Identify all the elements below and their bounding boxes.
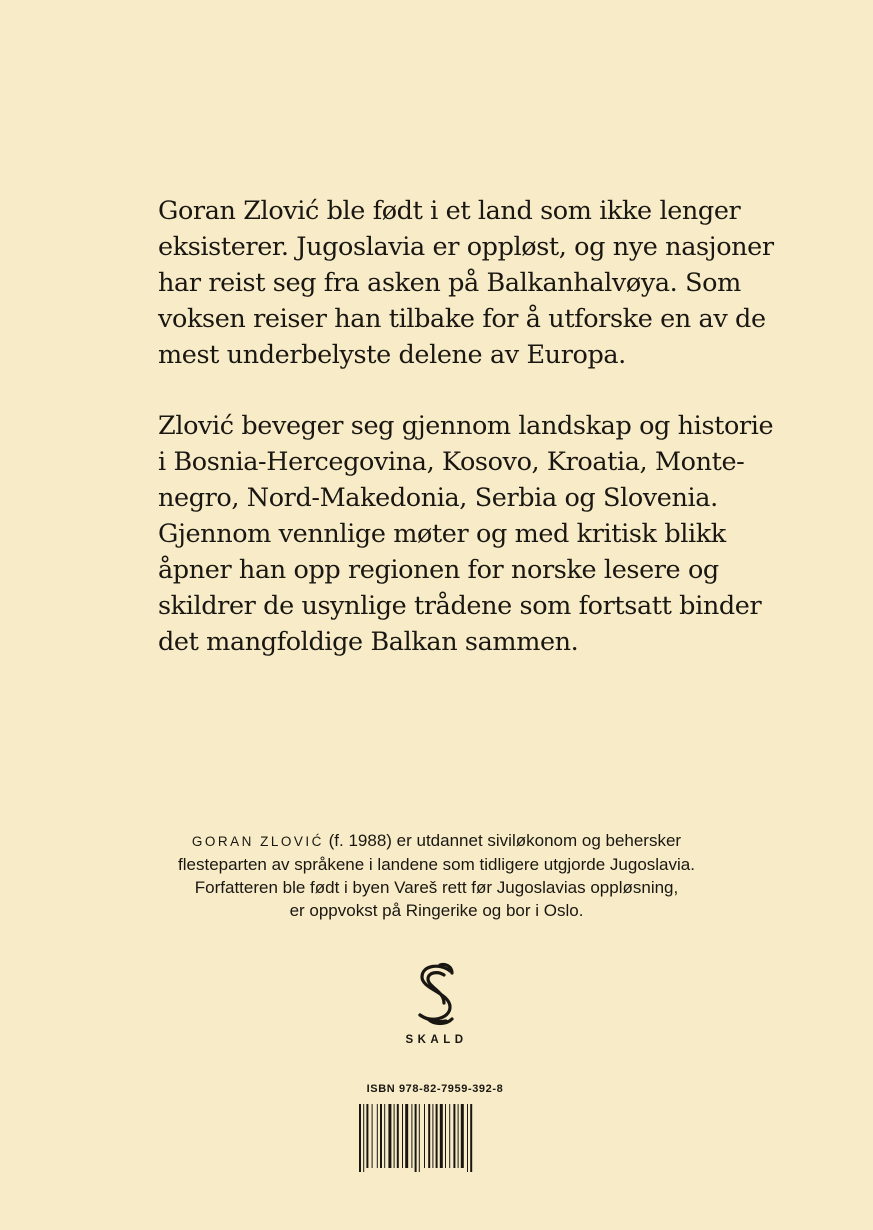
barcode-bar (470, 1104, 472, 1172)
blurb-line: mest underbelyste delene av Europa. (158, 340, 626, 370)
barcode-bar (405, 1104, 408, 1168)
publisher-name: SKALD (405, 1034, 468, 1046)
barcode-bar (419, 1104, 420, 1172)
barcode-bar (461, 1104, 464, 1168)
barcode-bar (384, 1104, 385, 1168)
author-bio-line: er oppvokst på Ringerike og bor i Oslo. (289, 901, 584, 920)
skald-s-logo-icon (406, 961, 466, 1027)
author-bio-line (120, 829, 753, 853)
barcode-bar (366, 1104, 368, 1168)
barcode-bar (394, 1104, 395, 1168)
barcode-bar (388, 1104, 391, 1168)
blurb-line: åpner han opp regionen for norske lesere og (158, 555, 719, 585)
blurb-line: Goran Zlović ble født i et land som ikke lenger (158, 196, 741, 226)
barcode-bar (397, 1104, 399, 1168)
blurb-line: negro, Nord-Makedonia, Serbia og Slovenia. (158, 483, 718, 513)
blurb-line: i Bosnia-Hercegovina, Kosovo, Kroatia, Monte- (158, 447, 745, 477)
barcode-bar (453, 1104, 455, 1168)
barcode-bar (432, 1104, 433, 1168)
barcode-bar (445, 1104, 446, 1168)
blurb-line: skildrer de usynlige trådene som fortsatt binder (158, 591, 762, 621)
blurb-line: Gjennom vennlige møter og med kritisk blikk (158, 519, 726, 549)
barcode-bar (363, 1104, 364, 1172)
barcode-bar (467, 1104, 468, 1172)
author-bio-text: (f. 1988) er utdannet siviløkonom og behersker (323, 831, 682, 850)
barcode-icon (359, 1104, 499, 1172)
barcode-bar (380, 1104, 382, 1168)
barcode-bar (424, 1104, 425, 1168)
barcode-bar (402, 1104, 403, 1168)
blurb-line: voksen reiser han tilbake for å utforske en av de (158, 304, 766, 334)
barcode-bar (440, 1104, 443, 1168)
barcode-bar (359, 1104, 361, 1172)
barcode-bar (377, 1104, 378, 1168)
blurb-paragraph-1 (158, 193, 774, 373)
barcode-bar (436, 1104, 438, 1168)
author-name: GORAN ZLOVIĆ (191, 834, 324, 849)
blurb-line: har reist seg fra asken på Balkanhalvøya. Som (158, 268, 741, 298)
barcode-bar (449, 1104, 450, 1168)
barcode-bar (411, 1104, 412, 1168)
isbn-text: ISBN 978-82-7959-392-8 (366, 1083, 504, 1095)
barcode-bar (458, 1104, 459, 1168)
blurb-paragraph-2 (158, 408, 774, 660)
barcode-bar (372, 1104, 373, 1168)
author-bio (120, 829, 753, 922)
barcode-bar (415, 1104, 417, 1172)
blurb-line: Zlović beveger seg gjennom landskap og historie (158, 411, 774, 441)
barcode-bar (428, 1104, 430, 1168)
blurb-line: eksisterer. Jugoslavia er oppløst, og nye nasjoner (158, 232, 774, 262)
author-bio-line: Forfatteren ble født i byen Vareš rett før Jugoslavias oppløsning, (194, 878, 679, 897)
author-bio-line: flesteparten av språkene i landene som tidligere utgjorde Jugoslavia. (178, 855, 695, 874)
blurb-line: det mangfoldige Balkan sammen. (158, 627, 579, 657)
